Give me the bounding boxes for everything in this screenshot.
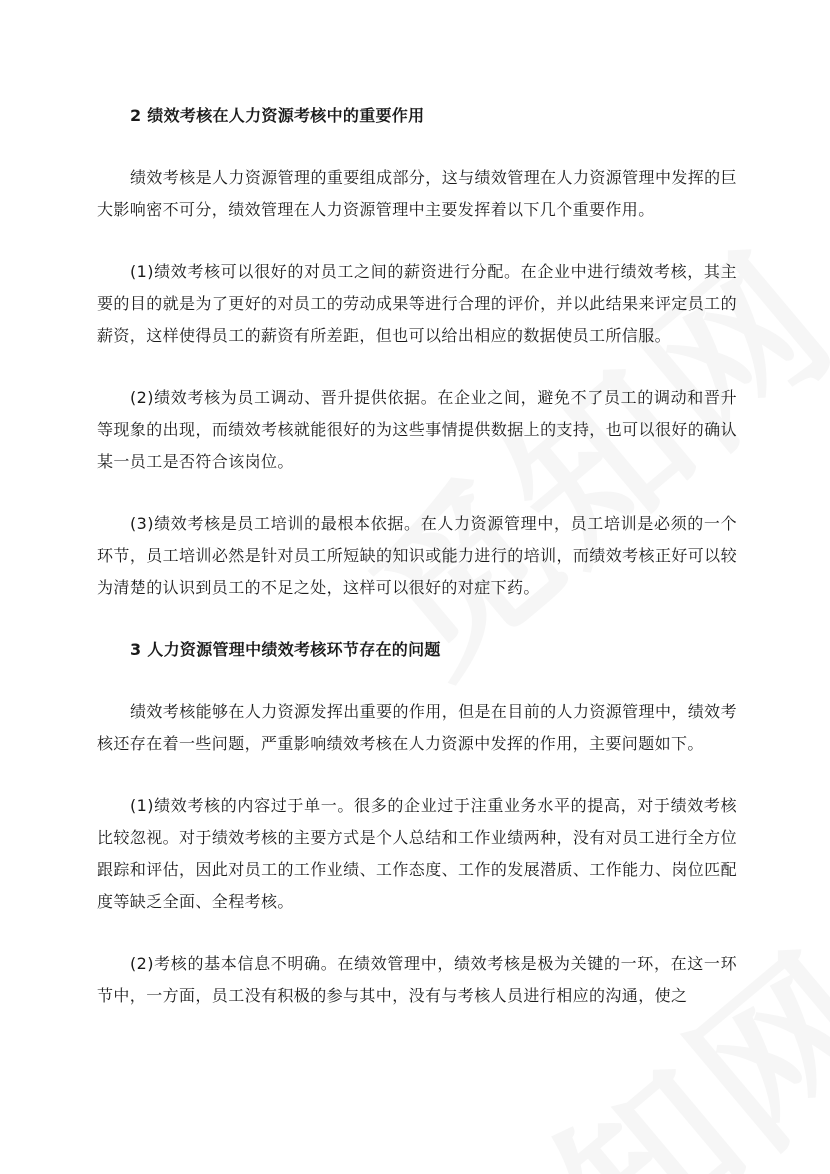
paragraph: 绩效考核是人力资源管理的重要组成部分，这与绩效管理在人力资源管理中发挥的巨大影响密不可分，绩效管理在人力资源管理中主要发挥着以下几个重要作用。	[97, 168, 737, 219]
paragraph: (2)绩效考核为员工调动、晋升提供依据。在企业之间，避免不了员工的调动和晋升等现象的出现，而绩效考核就能很好的为这些事情提供数据上的支持，也可以很好的确认某一员工是否符合该岗位。	[97, 388, 737, 471]
document-body	[97, 100, 737, 1042]
paragraph: 绩效考核能够在人力资源发挥出重要的作用，但是在目前的人力资源管理中，绩效考核还存在着一些问题，严重影响绩效考核在人力资源中发挥的作用，主要问题如下。	[97, 702, 737, 753]
section-heading: 3 人力资源管理中绩效考核环节存在的问题	[130, 640, 441, 659]
paragraph: (3)绩效考核是员工培训的最根本依据。在人力资源管理中，员工培训是必须的一个环节，员工培训必然是针对员工所短缺的知识或能力进行的培训，而绩效考核正好可以较为清楚的认识到员工的不足之处，这样可以很好的对症下药。	[97, 514, 737, 597]
paragraph: (1)绩效考核的内容过于单一。很多的企业过于注重业务水平的提高，对于绩效考核比较忽视。对于绩效考核的主要方式是个人总结和工作业绩两种，没有对员工进行全方位跟踪和评估，因此对员工的工作业绩、工作态度、工作的发展潜质、工作能力、岗位匹配度等缺乏全面、全程考核。	[97, 796, 737, 911]
paragraph: (2)考核的基本信息不明确。在绩效管理中，绩效考核是极为关键的一环，在这一环节中，一方面，员工没有积极的参与其中，没有与考核人员进行相应的沟通，使之	[97, 954, 737, 1005]
paragraph: (1)绩效考核可以很好的对员工之间的薪资进行分配。在企业中进行绩效考核，其主要的目的就是为了更好的对员工的劳动成果等进行合理的评价，并以此结果来评定员工的薪资，这样使得员工的薪资有所差距，但也可以给出相应的数据使员工所信服。	[97, 262, 737, 345]
section-heading: 2 绩效考核在人力资源考核中的重要作用	[130, 106, 425, 125]
